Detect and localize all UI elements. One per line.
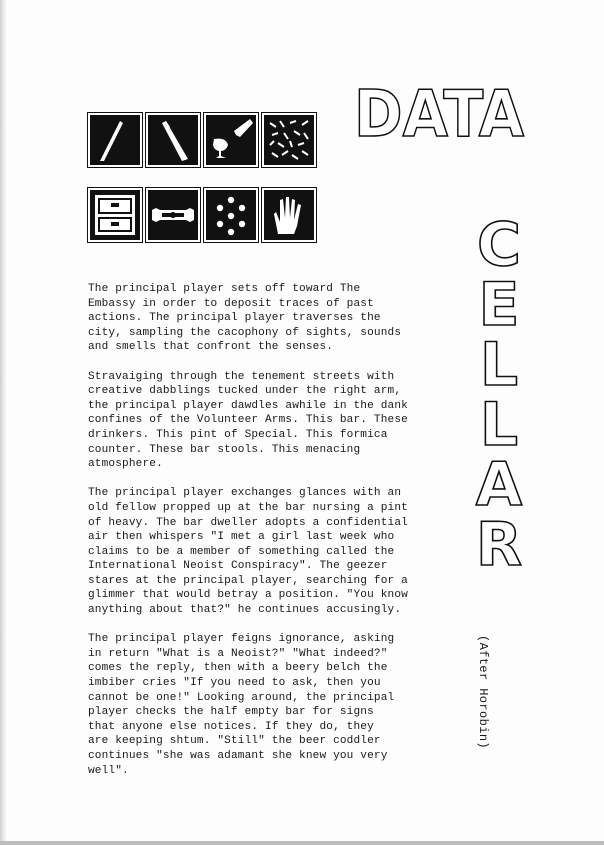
svg-text:DATA: DATA <box>354 84 525 142</box>
filing-cabinet-icon <box>88 188 142 242</box>
page-edge-shadow <box>0 0 7 845</box>
cellar-letter: R <box>475 510 523 570</box>
dots-grid-icon <box>204 188 258 242</box>
paragraph: The principal player sets off toward The Embassy in order to deposit traces of past actions. The principal player traverses the city, sampling the cacophony of sights, sounds and smells that confront the senses. <box>88 283 402 354</box>
paragraph: The principal player exchanges glances with an old fellow propped up at the bar nursing a pint of heavy. The bar dweller adopts a confidential air then whispers "I met a girl last week who claims to be a member of something called the International Neoist Conspiracy". The geezer stares at the principal player, searching for a glimmer that would betray a position. "You know anything about that?" he continues accusingly. <box>88 487 408 617</box>
bottle-glass-icon <box>204 113 258 167</box>
title-cellar <box>468 210 530 570</box>
cellar-letter: A <box>475 450 523 520</box>
blade-stroke-icon <box>88 113 142 167</box>
hand-icon <box>262 188 316 242</box>
cellar-letter: E <box>478 270 520 340</box>
razor-blade-icon <box>146 188 200 242</box>
slash-stroke-icon <box>146 113 200 167</box>
cellar-letter: C <box>476 210 522 280</box>
attribution-text: (After Horobin) <box>476 635 490 750</box>
page-bottom-edge <box>0 841 604 845</box>
paragraph: The principal player feigns ignorance, asking in return "What is a Neoist?" "What indeed?" comes the reply, then with a beery belch the imbiber cries "If you need to ask, then you cannot be one!" Looking around, the principal player checks the half empty bar for signs that anyone else notices. If they do, they are keeping shtum. "Still" the beer coddler continues "she was adamant she knew you very well". <box>88 633 395 777</box>
attribution <box>474 635 494 765</box>
paragraph: Stravaiging through the tenement streets with creative dabblings tucked under the right arm, the principal player dawdles awhile in the dank confines of the Volunteer Arms. This bar. These drinkers. This pint of Special. This formica counter. These bar stools. This menacing atmosphere. <box>88 370 408 471</box>
scattered-marks-icon <box>262 113 316 167</box>
body-text <box>88 282 418 793</box>
cellar-letter: L <box>479 330 519 400</box>
cellar-letter: L <box>479 390 519 460</box>
title-data <box>352 84 527 142</box>
